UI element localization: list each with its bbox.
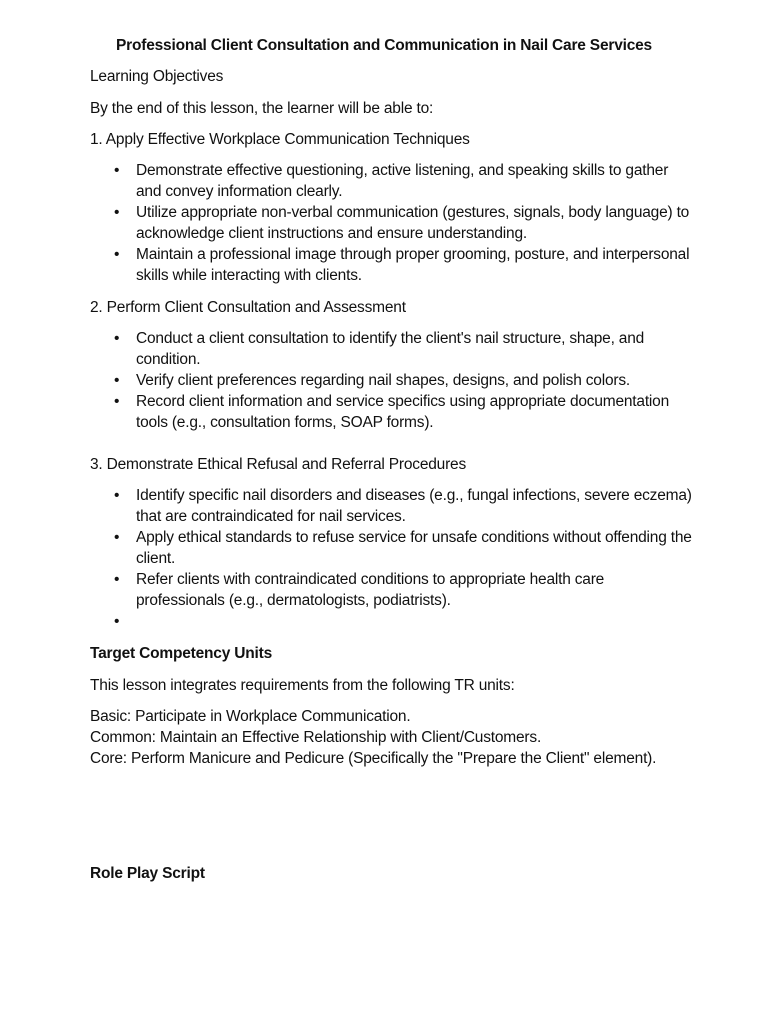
list-item-text: Identify specific nail disorders and diseases (e.g., fungal infections, severe eczema) that are contraindicated for nail services.	[136, 487, 692, 525]
bullet-icon: •	[114, 487, 120, 504]
bullet-icon: •	[114, 613, 120, 630]
list-item	[0, 202, 696, 244]
list-item	[0, 370, 696, 391]
bullet-icon: •	[114, 162, 120, 179]
list-item-text: Refer clients with contraindicated conditions to appropriate health care professionals (e.g., dermatologists, podiatrists).	[136, 571, 605, 609]
section-2-heading: 2. Perform Client Consultation and Assessment	[90, 299, 406, 316]
unit-core: Core: Perform Manicure and Pedicure (Specifically the "Prepare the Client" element).	[90, 750, 657, 767]
list-item-text: Maintain a professional image through proper grooming, posture, and interpersonal skills while interacting with clients.	[136, 246, 690, 284]
learning-objectives-heading: Learning Objectives	[90, 68, 224, 85]
list-item	[0, 391, 696, 433]
role-play-heading: Role Play Script	[90, 865, 205, 882]
list-item	[0, 527, 696, 569]
section-3-heading: 3. Demonstrate Ethical Refusal and Referral Procedures	[90, 456, 467, 473]
section-3-list	[0, 485, 768, 632]
list-item	[0, 160, 696, 202]
competency-heading: Target Competency Units	[90, 645, 273, 662]
list-item	[0, 611, 696, 632]
list-item	[0, 244, 696, 286]
list-item-text: Utilize appropriate non-verbal communication (gestures, signals, body language) to acknowledge client instructions and ensure understanding.	[136, 204, 690, 242]
bullet-icon: •	[114, 330, 120, 347]
bullet-icon: •	[114, 246, 120, 263]
list-item-text: Conduct a client consultation to identify the client's nail structure, shape, and condition.	[136, 330, 645, 368]
section-2-list	[0, 328, 768, 433]
section-1-heading: 1. Apply Effective Workplace Communication Techniques	[90, 131, 470, 148]
competency-units	[90, 706, 656, 769]
list-item-text: Record client information and service specifics using appropriate documentation tools (e.g., consultation forms, SOAP forms).	[136, 393, 670, 431]
bullet-icon: •	[114, 529, 120, 546]
bullet-icon: •	[114, 571, 120, 588]
section-1-list	[0, 160, 768, 286]
list-item-text: Verify client preferences regarding nail shapes, designs, and polish colors.	[136, 372, 631, 389]
intro-text: By the end of this lesson, the learner will be able to:	[90, 100, 434, 117]
list-item	[0, 485, 696, 527]
bullet-icon: •	[114, 372, 120, 389]
document-title: Professional Client Consultation and Communication in Nail Care Services	[116, 37, 652, 54]
bullet-icon: •	[114, 204, 120, 221]
list-item	[0, 328, 696, 370]
competency-intro: This lesson integrates requirements from the following TR units:	[90, 677, 515, 694]
list-item	[0, 569, 696, 611]
list-item-text: Apply ethical standards to refuse service for unsafe conditions without offending the client.	[136, 529, 692, 567]
list-item-text: Demonstrate effective questioning, active listening, and speaking skills to gather and convey information clearly.	[136, 162, 669, 200]
unit-common: Common: Maintain an Effective Relationship with Client/Customers.	[90, 729, 542, 746]
unit-basic: Basic: Participate in Workplace Communication.	[90, 708, 411, 725]
bullet-icon: •	[114, 393, 120, 410]
